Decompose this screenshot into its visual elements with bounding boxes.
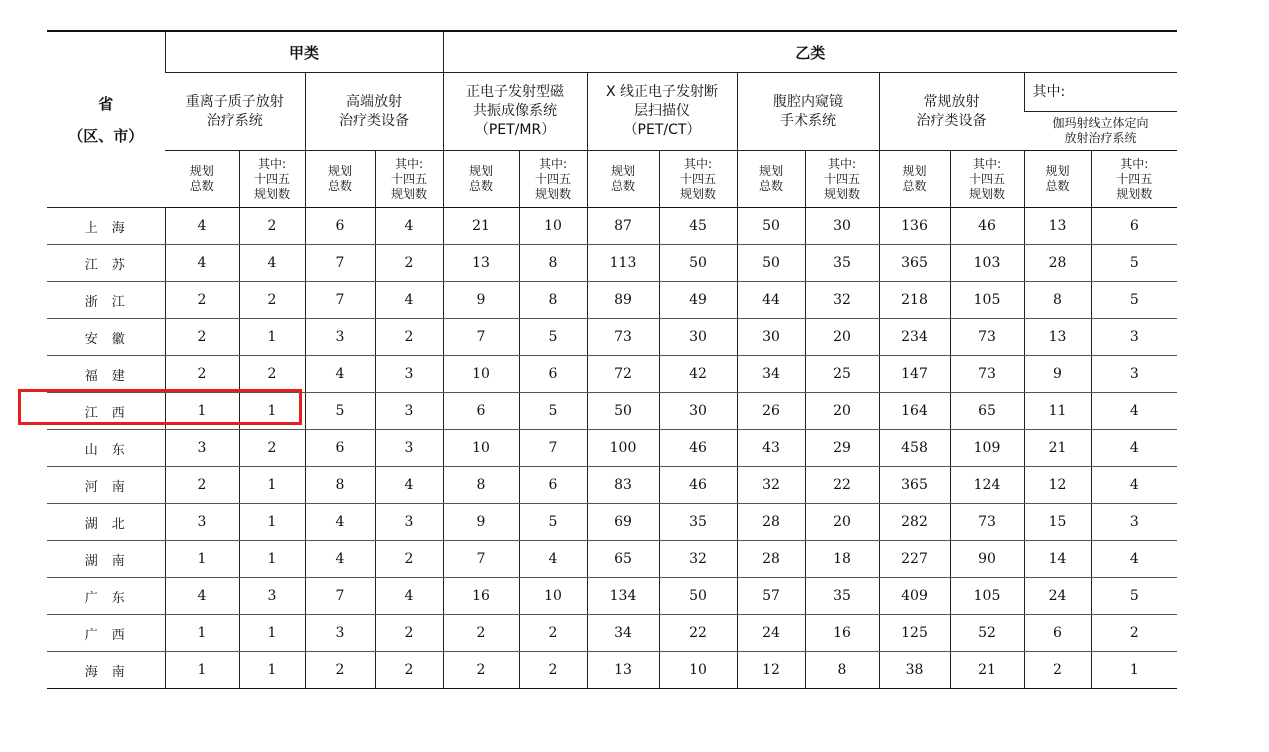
value-cell: 29 — [805, 430, 879, 467]
value-cell: 6 — [1024, 615, 1091, 652]
value-cell: 32 — [659, 541, 737, 578]
value-cell: 28 — [1024, 245, 1091, 282]
value-cell: 1 — [239, 615, 305, 652]
subheader-planned-total: 规划 总数 — [1024, 151, 1091, 208]
province-header: 省 （区、市） — [47, 31, 165, 208]
value-cell: 4 — [375, 208, 443, 245]
value-cell: 83 — [587, 467, 659, 504]
value-cell: 2 — [239, 356, 305, 393]
value-cell: 4 — [165, 208, 239, 245]
value-cell: 52 — [950, 615, 1024, 652]
table-row — [47, 356, 1177, 393]
province-cell: 江西 — [47, 393, 165, 430]
subheader-planned-total: 规划 总数 — [879, 151, 950, 208]
table-row — [47, 282, 1177, 319]
value-cell: 4 — [305, 541, 375, 578]
value-cell: 2 — [305, 652, 375, 689]
value-cell: 7 — [305, 578, 375, 615]
value-cell: 4 — [1091, 393, 1177, 430]
subheader-14th-five-year-plan: 其中: 十四五 规划数 — [1091, 151, 1177, 208]
value-cell: 2 — [519, 615, 587, 652]
value-cell: 20 — [805, 319, 879, 356]
value-cell: 8 — [519, 282, 587, 319]
value-cell: 12 — [1024, 467, 1091, 504]
table-row — [47, 393, 1177, 430]
value-cell: 6 — [305, 208, 375, 245]
value-cell: 6 — [519, 356, 587, 393]
value-cell: 7 — [443, 319, 519, 356]
value-cell: 13 — [1024, 208, 1091, 245]
value-cell: 6 — [519, 467, 587, 504]
value-cell: 3 — [1091, 319, 1177, 356]
value-cell: 50 — [659, 245, 737, 282]
value-cell: 3 — [305, 319, 375, 356]
value-cell: 25 — [805, 356, 879, 393]
value-cell: 13 — [443, 245, 519, 282]
value-cell: 21 — [443, 208, 519, 245]
value-cell: 2 — [375, 615, 443, 652]
table-row — [47, 467, 1177, 504]
subheader-14th-five-year-plan: 其中: 十四五 规划数 — [805, 151, 879, 208]
value-cell: 4 — [375, 467, 443, 504]
value-cell: 164 — [879, 393, 950, 430]
value-cell: 227 — [879, 541, 950, 578]
equipment-planning-table — [47, 30, 1177, 689]
value-cell: 26 — [737, 393, 805, 430]
subheader-planned-total: 规划 总数 — [305, 151, 375, 208]
value-cell: 2 — [375, 652, 443, 689]
value-cell: 46 — [950, 208, 1024, 245]
value-cell: 1 — [165, 393, 239, 430]
value-cell: 2 — [375, 245, 443, 282]
value-cell: 2 — [239, 430, 305, 467]
value-cell: 6 — [443, 393, 519, 430]
value-cell: 65 — [587, 541, 659, 578]
value-cell: 4 — [305, 504, 375, 541]
value-cell: 4 — [1091, 467, 1177, 504]
value-cell: 13 — [587, 652, 659, 689]
value-cell: 6 — [305, 430, 375, 467]
value-cell: 38 — [879, 652, 950, 689]
value-cell: 134 — [587, 578, 659, 615]
value-cell: 2 — [375, 319, 443, 356]
table-row — [47, 615, 1177, 652]
value-cell: 69 — [587, 504, 659, 541]
value-cell: 73 — [587, 319, 659, 356]
table-row — [47, 430, 1177, 467]
value-cell: 10 — [519, 578, 587, 615]
value-cell: 35 — [805, 578, 879, 615]
value-cell: 1 — [165, 541, 239, 578]
value-cell: 234 — [879, 319, 950, 356]
value-cell: 5 — [1091, 578, 1177, 615]
equip-conventional-radiotherapy-header: 常规放射 治疗类设备 — [879, 73, 1024, 151]
value-cell: 4 — [1091, 541, 1177, 578]
province-cell: 山东 — [47, 430, 165, 467]
value-cell: 45 — [659, 208, 737, 245]
value-cell: 109 — [950, 430, 1024, 467]
value-cell: 65 — [950, 393, 1024, 430]
province-cell: 湖北 — [47, 504, 165, 541]
value-cell: 124 — [950, 467, 1024, 504]
class-a-header: 甲类 — [165, 31, 443, 73]
value-cell: 46 — [659, 430, 737, 467]
value-cell: 3 — [375, 393, 443, 430]
value-cell: 72 — [587, 356, 659, 393]
equip-pet-mr-header: 正电子发射型磁 共振成像系统 （PET/MR） — [443, 73, 587, 151]
equip-pet-ct-header: X 线正电子发射断 层扫描仪 （PET/CT） — [587, 73, 737, 151]
value-cell: 1 — [239, 541, 305, 578]
value-cell: 10 — [519, 208, 587, 245]
value-cell: 4 — [375, 578, 443, 615]
value-cell: 1 — [165, 652, 239, 689]
value-cell: 5 — [519, 393, 587, 430]
value-cell: 3 — [1091, 356, 1177, 393]
value-cell: 13 — [1024, 319, 1091, 356]
value-cell: 365 — [879, 467, 950, 504]
table-row — [47, 319, 1177, 356]
value-cell: 3 — [305, 615, 375, 652]
value-cell: 9 — [443, 282, 519, 319]
value-cell: 12 — [737, 652, 805, 689]
province-cell: 河南 — [47, 467, 165, 504]
value-cell: 4 — [375, 282, 443, 319]
value-cell: 7 — [443, 541, 519, 578]
value-cell: 15 — [1024, 504, 1091, 541]
value-cell: 73 — [950, 356, 1024, 393]
value-cell: 35 — [659, 504, 737, 541]
value-cell: 49 — [659, 282, 737, 319]
subheader-planned-total: 规划 总数 — [165, 151, 239, 208]
value-cell: 21 — [950, 652, 1024, 689]
value-cell: 73 — [950, 319, 1024, 356]
subheader-14th-five-year-plan: 其中: 十四五 规划数 — [950, 151, 1024, 208]
value-cell: 147 — [879, 356, 950, 393]
equip-gamma-knife-header: 伽玛射线立体定向 放射治疗系统 — [1024, 112, 1177, 151]
value-cell: 5 — [519, 504, 587, 541]
value-cell: 409 — [879, 578, 950, 615]
value-cell: 4 — [1091, 430, 1177, 467]
value-cell: 4 — [165, 245, 239, 282]
value-cell: 2 — [165, 282, 239, 319]
value-cell: 30 — [805, 208, 879, 245]
province-cell: 上海 — [47, 208, 165, 245]
of-which-label: 其中: — [1024, 73, 1177, 112]
value-cell: 34 — [587, 615, 659, 652]
province-cell: 安徽 — [47, 319, 165, 356]
value-cell: 3 — [239, 578, 305, 615]
value-cell: 2 — [443, 615, 519, 652]
value-cell: 22 — [659, 615, 737, 652]
value-cell: 32 — [805, 282, 879, 319]
value-cell: 365 — [879, 245, 950, 282]
value-cell: 5 — [1091, 245, 1177, 282]
value-cell: 4 — [239, 245, 305, 282]
subheader-14th-five-year-plan: 其中: 十四五 规划数 — [375, 151, 443, 208]
value-cell: 100 — [587, 430, 659, 467]
value-cell: 50 — [587, 393, 659, 430]
value-cell: 103 — [950, 245, 1024, 282]
value-cell: 2 — [165, 467, 239, 504]
value-cell: 24 — [737, 615, 805, 652]
value-cell: 3 — [165, 504, 239, 541]
value-cell: 7 — [519, 430, 587, 467]
value-cell: 1 — [239, 504, 305, 541]
province-cell: 浙江 — [47, 282, 165, 319]
value-cell: 2 — [443, 652, 519, 689]
value-cell: 7 — [305, 245, 375, 282]
value-cell: 8 — [805, 652, 879, 689]
value-cell: 89 — [587, 282, 659, 319]
value-cell: 4 — [305, 356, 375, 393]
value-cell: 32 — [737, 467, 805, 504]
value-cell: 8 — [443, 467, 519, 504]
province-cell: 福建 — [47, 356, 165, 393]
subheader-planned-total: 规划 总数 — [737, 151, 805, 208]
value-cell: 43 — [737, 430, 805, 467]
value-cell: 2 — [519, 652, 587, 689]
value-cell: 9 — [443, 504, 519, 541]
value-cell: 1 — [165, 615, 239, 652]
province-cell: 广西 — [47, 615, 165, 652]
value-cell: 105 — [950, 578, 1024, 615]
value-cell: 30 — [659, 393, 737, 430]
value-cell: 2 — [1091, 615, 1177, 652]
table-row — [47, 578, 1177, 615]
value-cell: 4 — [165, 578, 239, 615]
subheader-planned-total: 规划 总数 — [587, 151, 659, 208]
value-cell: 218 — [879, 282, 950, 319]
value-cell: 9 — [1024, 356, 1091, 393]
table-row — [47, 652, 1177, 689]
value-cell: 20 — [805, 504, 879, 541]
table-body — [47, 208, 1177, 689]
value-cell: 8 — [519, 245, 587, 282]
subheader-row — [47, 151, 1177, 208]
value-cell: 113 — [587, 245, 659, 282]
value-cell: 5 — [1091, 282, 1177, 319]
province-cell: 湖南 — [47, 541, 165, 578]
value-cell: 50 — [737, 208, 805, 245]
value-cell: 44 — [737, 282, 805, 319]
value-cell: 458 — [879, 430, 950, 467]
value-cell: 57 — [737, 578, 805, 615]
subheader-planned-total: 规划 总数 — [443, 151, 519, 208]
value-cell: 3 — [165, 430, 239, 467]
value-cell: 35 — [805, 245, 879, 282]
value-cell: 1 — [239, 467, 305, 504]
value-cell: 50 — [737, 245, 805, 282]
value-cell: 2 — [375, 541, 443, 578]
subheader-14th-five-year-plan: 其中: 十四五 规划数 — [519, 151, 587, 208]
value-cell: 1 — [1091, 652, 1177, 689]
subheader-14th-five-year-plan: 其中: 十四五 规划数 — [659, 151, 737, 208]
value-cell: 6 — [1091, 208, 1177, 245]
value-cell: 5 — [305, 393, 375, 430]
value-cell: 14 — [1024, 541, 1091, 578]
value-cell: 42 — [659, 356, 737, 393]
value-cell: 10 — [443, 430, 519, 467]
value-cell: 28 — [737, 541, 805, 578]
value-cell: 46 — [659, 467, 737, 504]
value-cell: 7 — [305, 282, 375, 319]
value-cell: 1 — [239, 319, 305, 356]
value-cell: 20 — [805, 393, 879, 430]
province-cell: 海南 — [47, 652, 165, 689]
table-row — [47, 504, 1177, 541]
value-cell: 2 — [1024, 652, 1091, 689]
value-cell: 3 — [375, 430, 443, 467]
table-row — [47, 208, 1177, 245]
class-b-header: 乙类 — [443, 31, 1177, 73]
province-cell: 广东 — [47, 578, 165, 615]
value-cell: 2 — [239, 282, 305, 319]
value-cell: 10 — [443, 356, 519, 393]
equip-high-end-radiotherapy-header: 高端放射 治疗类设备 — [305, 73, 443, 151]
value-cell: 1 — [239, 393, 305, 430]
value-cell: 136 — [879, 208, 950, 245]
value-cell: 16 — [443, 578, 519, 615]
value-cell: 105 — [950, 282, 1024, 319]
value-cell: 1 — [239, 652, 305, 689]
value-cell: 87 — [587, 208, 659, 245]
value-cell: 18 — [805, 541, 879, 578]
table-row — [47, 245, 1177, 282]
value-cell: 34 — [737, 356, 805, 393]
value-cell: 4 — [519, 541, 587, 578]
value-cell: 282 — [879, 504, 950, 541]
value-cell: 8 — [1024, 282, 1091, 319]
value-cell: 50 — [659, 578, 737, 615]
value-cell: 2 — [165, 319, 239, 356]
value-cell: 11 — [1024, 393, 1091, 430]
value-cell: 2 — [239, 208, 305, 245]
value-cell: 125 — [879, 615, 950, 652]
value-cell: 30 — [659, 319, 737, 356]
value-cell: 5 — [519, 319, 587, 356]
value-cell: 8 — [305, 467, 375, 504]
value-cell: 3 — [375, 504, 443, 541]
equip-laparoscopic-header: 腹腔内窥镜 手术系统 — [737, 73, 879, 151]
equip-heavy-ion-header: 重离子质子放射 治疗系统 — [165, 73, 305, 151]
value-cell: 3 — [1091, 504, 1177, 541]
value-cell: 24 — [1024, 578, 1091, 615]
value-cell: 2 — [165, 356, 239, 393]
province-cell: 江苏 — [47, 245, 165, 282]
value-cell: 21 — [1024, 430, 1091, 467]
value-cell: 16 — [805, 615, 879, 652]
value-cell: 3 — [375, 356, 443, 393]
value-cell: 10 — [659, 652, 737, 689]
value-cell: 22 — [805, 467, 879, 504]
value-cell: 90 — [950, 541, 1024, 578]
value-cell: 28 — [737, 504, 805, 541]
table-row — [47, 541, 1177, 578]
value-cell: 73 — [950, 504, 1024, 541]
value-cell: 30 — [737, 319, 805, 356]
subheader-14th-five-year-plan: 其中: 十四五 规划数 — [239, 151, 305, 208]
